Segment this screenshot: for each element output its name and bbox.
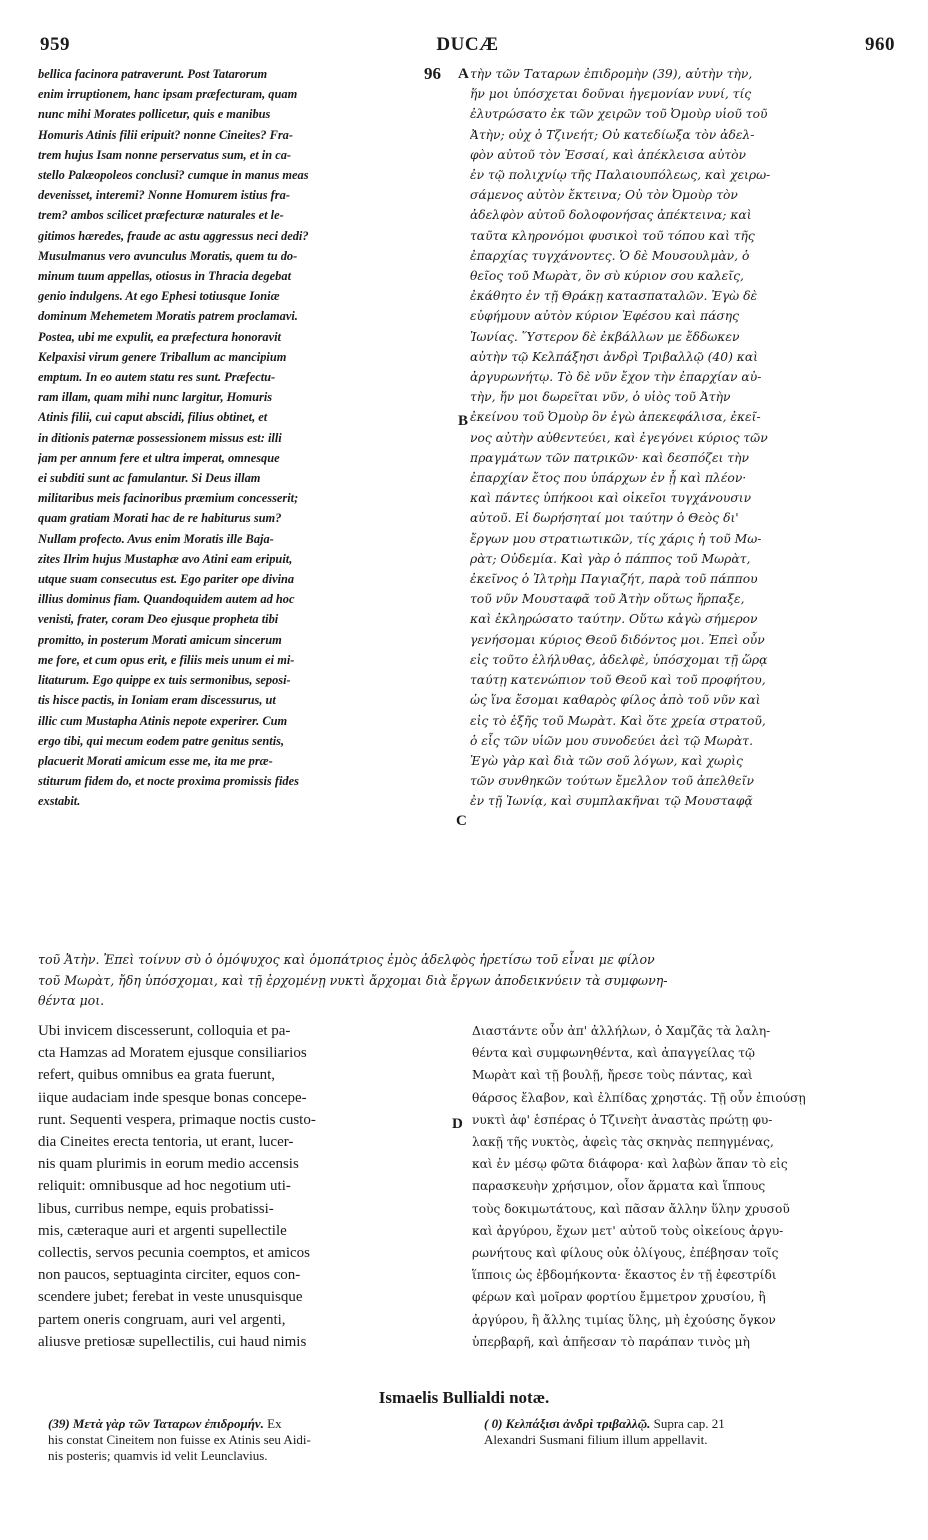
text-line: Ἀτὴν; οὐχ ὁ Τζινεήτ; Οὐ κατεδίωξα τὸν ἀδελ- — [470, 127, 755, 142]
text-line: tis hisce pactis, in Ioniam eram discessurus, ut — [38, 693, 276, 708]
text-line: σάμενος αὐτὸν ἔκτεινα; Οὐ τὸν Ὀμοὺρ τὸν — [470, 188, 738, 203]
text-line: εἰς τοῦτο ἐλήλυθας, ἀδελφὲ, ὑπόσχομαι τῇ ὥρᾳ — [470, 652, 768, 667]
text-line: Atinis filii, cui caput abscidi, filius obtinet, et — [38, 410, 268, 425]
text-line: bellica facinora patraverunt. Post Tatarorum — [38, 67, 268, 81]
text-line: nunc mihi Morates pollicetur, quis e manibus — [38, 107, 271, 122]
text-line: παρασκευὴν χρήσιμον, οἷον ἅρματα καὶ ἵππους — [472, 1179, 766, 1194]
running-title: DUCÆ — [436, 34, 499, 55]
latin-column-top — [38, 64, 456, 812]
text-line: ram illam, quam mihi nunc largitur, Homuris — [38, 390, 273, 405]
page-header — [40, 34, 895, 58]
text-line: non paucos, septuaginta circiter, equos con- — [38, 1267, 301, 1284]
text-line: ταύτῃ κατενώπιον τοῦ Θεοῦ καὶ τοῦ προφήτου, — [470, 673, 766, 688]
text-line: illius dominus fiam. Quandoquidem autem ad hoc — [38, 592, 295, 607]
footnote-line: Alexandri Susmani filium illum appellavit. — [484, 1432, 708, 1447]
text-line: ἐπαρχίας τυγχάνοντες. Ὁ δὲ Μουσουλμὰν, ὁ — [470, 248, 750, 263]
text-line: πραγμάτων τῶν πατρικῶν· καὶ δεσπόζει τὴν — [470, 450, 749, 465]
text-line: devenisset, interemi? Nonne Homurem istius fra- — [38, 188, 290, 203]
text-line: ἐλυτρώσατο ἐκ τῶν χειρῶν τοῦ Ὀμοὺρ υἱοῦ τοῦ — [470, 107, 768, 122]
text-line: αὐτὴν τῷ Κελπάξησι ἀνδρὶ Τριβαλλῷ (40) καὶ — [470, 349, 758, 364]
text-line: enim irruptionem, hanc ipsam præfecturam, quam — [38, 87, 298, 102]
text-line: promitto, in posterum Morati amicum sincerum — [38, 632, 282, 647]
text-line: ἐκάθητο ἐν τῇ Θράκῃ κατασπαταλῶν. Ἐγὼ δὲ — [470, 289, 758, 304]
notes-heading: Ismaelis Bullialdi notæ. — [378, 1388, 550, 1407]
text-line: venisti, frater, coram Deo ejusque propheta tibi — [38, 612, 279, 627]
text-line: ergo tibi, qui mecum eodem patre genitus sentis, — [38, 733, 285, 748]
text-line: αὐτοῦ. Εἰ δωρήσηταί μοι ταύτην ὁ Θεὸς δι' — [470, 511, 739, 526]
text-line: τοῦ Μωρὰτ, ἤδη ὑπόσχομαι, καὶ τῇ ἐρχομένῃ νυκτὶ ἄρχομαι διὰ ἔργων ἀποδεικνύειν τὰ συμφωνη- — [38, 972, 668, 988]
text-line: libus, curribus nempe, equis probatissi- — [38, 1200, 274, 1217]
text-line: ὁ εἷς τῶν υἱῶν μου συνοδεύει ἀεὶ τῷ Μωρὰτ. — [470, 733, 754, 748]
footnote-text: Supra cap. 21 — [650, 1416, 725, 1431]
text-line: scendere jubet; ferebat in veste unusquisque — [38, 1289, 303, 1306]
footnote-line: nis posteris; quamvis id velit Leunclavius. — [48, 1448, 268, 1463]
text-line: ρωνήτους καὶ φίλους οὐκ ὀλίγους, ἐπέβησαν τοῖς — [472, 1246, 779, 1261]
text-line: ἀργύρου, ἢ ἄλλης τιμίας ὕλης, μὴ ἐχούσης ὄγκον — [472, 1312, 776, 1327]
text-line: dominum Mehemetem Moratis patrem proclamavi. — [38, 309, 298, 324]
text-line: ἀργυρωνήτῳ. Τὸ δὲ νῦν ἔχον τὴν ἐπαρχίαν αὐ- — [470, 370, 762, 385]
text-line: ὡς ἵνα ἔσομαι καθαρὸς φίλος ἀπὸ τοῦ νῦν καὶ — [470, 693, 761, 708]
text-line: ἐπαρχίαν ἔτος που ὑπάρχων ἐν ᾗ καὶ πλέον· — [470, 471, 747, 486]
text-line: τοῦ νῦν Μουσταφᾶ τοῦ Ἀτὴν οὕτως ἥρπαξε, — [470, 592, 745, 607]
text-line: ἐν τῇ Ἰωνίᾳ, καὶ συμπλακῆναι τῷ Μουσταφᾷ — [470, 794, 753, 809]
text-line: mis, cæteraque auri et argenti supellectile — [38, 1222, 287, 1239]
greek-full-width-paragraph — [38, 950, 896, 1012]
text-line: stello Palæopoleos conclusi? cumque in manus meas — [38, 168, 309, 183]
column-number-marker: 96 — [424, 64, 441, 83]
text-line: reliquit: omnibusque ad hoc negotium uti- — [38, 1178, 291, 1195]
text-line: nis quam plurimis in eorum medio accensis — [38, 1156, 299, 1173]
text-line: runt. Sequenti vespera, primaque noctis custo- — [38, 1111, 316, 1128]
text-line: minum tuum appellas, otiosus in Thracia degebat — [38, 269, 292, 284]
text-line: λακῇ τῆς νυκτὸς, ἀφεὶς τὰς σκηνὰς πεπηγμένας, — [472, 1135, 774, 1150]
text-line: zites Ilrim hujus Mustaphæ avo Atini eam eripuit, — [38, 551, 293, 566]
text-line: νυκτὶ ἀφ' ἑσπέρας ὁ Τζινεὴτ ἀναστὰς πρώτῃ φυ- — [472, 1112, 773, 1127]
text-line: stiturum fidem do, et nocte proxima promissis fides — [38, 774, 299, 789]
greek-column-top — [470, 64, 895, 812]
text-line: utque suam consecutus est. Ego pariter ope divina — [38, 572, 295, 587]
footnote-first-line — [484, 1416, 894, 1432]
text-line: trem? ambos scilicet præfecturæ naturales et le- — [38, 208, 284, 223]
text-line: Ubi invicem discesserunt, colloquia et pa- — [38, 1023, 291, 1039]
footnote-text: Ex — [263, 1416, 282, 1431]
footnote-40 — [484, 1416, 894, 1448]
text-line: Nullam profecto. Avus enim Moratis ille Baja- — [38, 531, 274, 546]
text-line: καὶ πάντες ὑπήκοοι καὶ οἰκεῖοι τυγχάνουσιν — [470, 491, 752, 506]
text-line: emptum. In eo autem statu res sunt. Præfectu- — [38, 370, 276, 385]
text-line: dia Cineites erecta tentoria, ut erant, lucer- — [38, 1134, 294, 1151]
text-line: γενήσομαι κύριος Θεοῦ διδόντος μοι. Ἐπεὶ οὖν — [470, 632, 765, 647]
text-line: trem hujus Isam nonne perservatus sum, et in ca- — [38, 147, 292, 162]
section-marker-d: D — [452, 1116, 463, 1132]
text-line: θέντα καὶ συμφωνηθέντα, καὶ ἀπαγγείλας τῷ — [472, 1046, 755, 1061]
text-line: exstabit. — [38, 794, 81, 809]
text-line: refert, quibus omnibus ea grata fuerunt, — [38, 1067, 276, 1084]
text-line: ἐκείνου τοῦ Ὀμοὺρ ὃν ἐγὼ ἀπεκεφάλισα, ἐκεῖ- — [470, 410, 761, 425]
text-line: τὴν τῶν Ταταρων ἐπιδρομὴν (39), αὐτὴν τὴν, — [470, 67, 753, 81]
text-line: in ditionis paternæ possessionem missus est: illi — [38, 430, 282, 445]
text-line: θεῖος τοῦ Μωρὰτ, ὃν σὺ κύριον σου καλεῖς, — [470, 269, 744, 284]
text-line: jam per annum fere et ultra imperat, omnesque — [38, 450, 280, 465]
text-line: θέντα μοι. — [38, 993, 105, 1008]
text-line: Postea, ubi me expulit, ea præfectura honoravit — [38, 329, 281, 344]
text-line: quam gratiam Morati hac de re habiturus sum? — [38, 511, 282, 526]
text-line: placuerit Morati amicum esse me, ita me præ- — [38, 753, 273, 768]
text-line: litaturum. Ego quippe ex tuis sermonibus, seposi- — [38, 673, 291, 688]
footnote-lemma: ( 0) Κελπάξισι ἀνδρὶ τριβαλλῷ. — [484, 1416, 651, 1431]
text-line: Διαστάντε οὖν ἀπ' ἀλλήλων, ὁ Χαμζᾶς τὰ λαλη- — [472, 1024, 771, 1038]
text-line: ἀδελφὸν αὐτοῦ δολοφονήσας ἀπέκτεινα; καὶ — [470, 208, 752, 223]
latin-column-bottom — [38, 1020, 458, 1353]
text-line: ἥν μοι ὑπόσχεται δοῦναι ἡγεμονίαν νυνί, τίς — [470, 87, 752, 102]
text-line: καὶ ἐκληρώσατο ταύτην. Οὕτω κἀγὼ σήμερον — [470, 612, 758, 627]
text-line: Kelpaxisi virum genere Triballum ac mancipium — [38, 349, 287, 364]
text-line: ταῦτα κληρονόμοι φυσικοὶ τοῦ τόπου καὶ τῆς — [470, 228, 755, 243]
text-line: ρὰτ; Οὐδεμία. Καὶ γὰρ ὁ πάππος τοῦ Μωρὰτ, — [470, 551, 751, 566]
text-line: τῶν συνθηκῶν τούτων ἔμελλον τοῦ ἀπελθεῖν — [470, 774, 754, 789]
text-line: Ἰωνίας. Ὕστερον δὲ ἐκβάλλων με ἔδδωκεν — [470, 329, 740, 344]
text-line: gitimos hæredes, fraude ac astu aggressus neci dedi? — [38, 228, 309, 243]
text-line: Μωρὰτ καὶ τῇ βουλῇ, ἤρεσε τοὺς πάντας, καὶ — [472, 1068, 753, 1083]
section-marker-b: B — [458, 413, 469, 429]
footnote-39 — [48, 1416, 448, 1464]
text-line: τὴν, ἥν μοι δωρεῖται νῦν, ὁ υἱὸς τοῦ Ἀτὴν — [470, 390, 731, 405]
text-line: ἔργων μου στρατιωτικῶν, τίς χάρις ἡ τοῦ Μω- — [470, 531, 762, 546]
text-line: ἐν τῷ πολιχνίῳ τῆς Παλαιουπόλεως, καὶ χειρω- — [470, 168, 771, 183]
text-line: τοῦ Ἀτὴν. Ἐπεὶ τοίνυν σὺ ὁ ὁμόψυχος καὶ ὁμοπάτριος ἐμὸς ἀδελφὸς ἠρετίσω τοῦ εἶναι με φίλον — [38, 952, 655, 967]
text-line: ὑπερβαρῆ, καὶ ἀπῆεσαν τὸ παράπαν τινὸς μὴ — [472, 1334, 750, 1349]
text-line: ἐκεῖνος ὁ Ἰλτρὴμ Παγιαζήτ, παρὰ τοῦ πάππου — [470, 572, 758, 587]
text-line: Musulmanus vero avunculus Moratis, quem tu do- — [38, 248, 298, 263]
text-line: iique audaciam inde spesque bonas concepe- — [38, 1089, 307, 1106]
text-line: θάρσος ἔλαβον, καὶ ἐλπίδας χρηστάς. Τῇ οὖν ἐπιούσῃ — [472, 1090, 806, 1105]
text-line: φὸν αὐτοῦ τὸν Ἐσσαί, καὶ ἀπέκλεισα αὐτὸν — [470, 147, 747, 162]
text-line: ei subditi sunt ac famulantur. Si Deus illam — [38, 471, 261, 486]
page-number-right: 960 — [865, 34, 895, 55]
section-marker-c: C — [456, 813, 467, 829]
text-line: partem oneris congruam, auri vel argenti, — [38, 1311, 286, 1328]
text-line: νος αὐτὴν αὐθεντεύει, καὶ ἐγεγόνει κύριος τῶν — [470, 430, 768, 445]
footnote-line: his constat Cineitem non fuisse ex Atinis seu Aidi- — [48, 1432, 311, 1447]
footnote-lemma: (39) Μετὰ γὰρ τῶν Ταταρων ἐπιδρομήν. — [48, 1416, 264, 1431]
text-line: aliusve pretiosæ supellectilis, cui haud nimis — [38, 1333, 307, 1350]
section-marker-a: A — [458, 66, 469, 82]
text-line: τοὺς δοκιμωτάτους, καὶ πᾶσαν ἄλλην ὕλην χρυσοῦ — [472, 1201, 790, 1216]
greek-column-bottom — [472, 1020, 896, 1353]
text-line: εἰς τὸ ἑξῆς τοῦ Μωρὰτ. Καὶ ὅτε χρεία στρατοῦ, — [470, 713, 766, 728]
text-line: cta Hamzas ad Moratem ejusque consiliarios — [38, 1045, 307, 1062]
text-line: illic cum Mustapha Atinis nepote experirer. Cum — [38, 713, 288, 728]
text-line: genio indulgens. At ego Ephesi totiusque Ioniæ — [38, 289, 280, 304]
text-line: me fore, et cum opus erit, e filiis meis unum ei mi- — [38, 652, 295, 667]
text-line: φέρων καὶ μοῖραν φορτίου ἔμμετρον χρυσίου, ἢ — [472, 1290, 766, 1305]
text-line: εὐφήμουν αὐτὸν κύριον Ἐφέσου καὶ πάσης — [470, 309, 740, 324]
footnote-first-line — [48, 1416, 448, 1432]
page-number-left: 959 — [40, 34, 70, 55]
text-line: Ἐγὼ γὰρ καὶ διὰ τῶν σοῦ λόγων, καὶ χωρὶς — [470, 753, 743, 768]
text-line: καὶ ἀργύρου, ἔχων μετ' αὐτοῦ τοὺς οἰκείους ἀργυ- — [472, 1223, 784, 1238]
text-line: Homuris Atinis filii eripuit? nonne Cineites? Fra- — [38, 127, 293, 142]
text-line: καὶ ἐν μέσῳ φῶτα διάφορα· καὶ λαβὼν ἅπαν τὸ εἰς — [472, 1157, 788, 1172]
text-line: ἵπποις ὡς ἑβδομήκοντα· ἕκαστος ἐν τῇ ἐφεστρίδι — [472, 1268, 777, 1283]
text-line: collectis, servos pecunia coemptos, et amicos — [38, 1245, 310, 1262]
text-line: militaribus meis facinoribus præmium concesserit; — [38, 491, 299, 506]
